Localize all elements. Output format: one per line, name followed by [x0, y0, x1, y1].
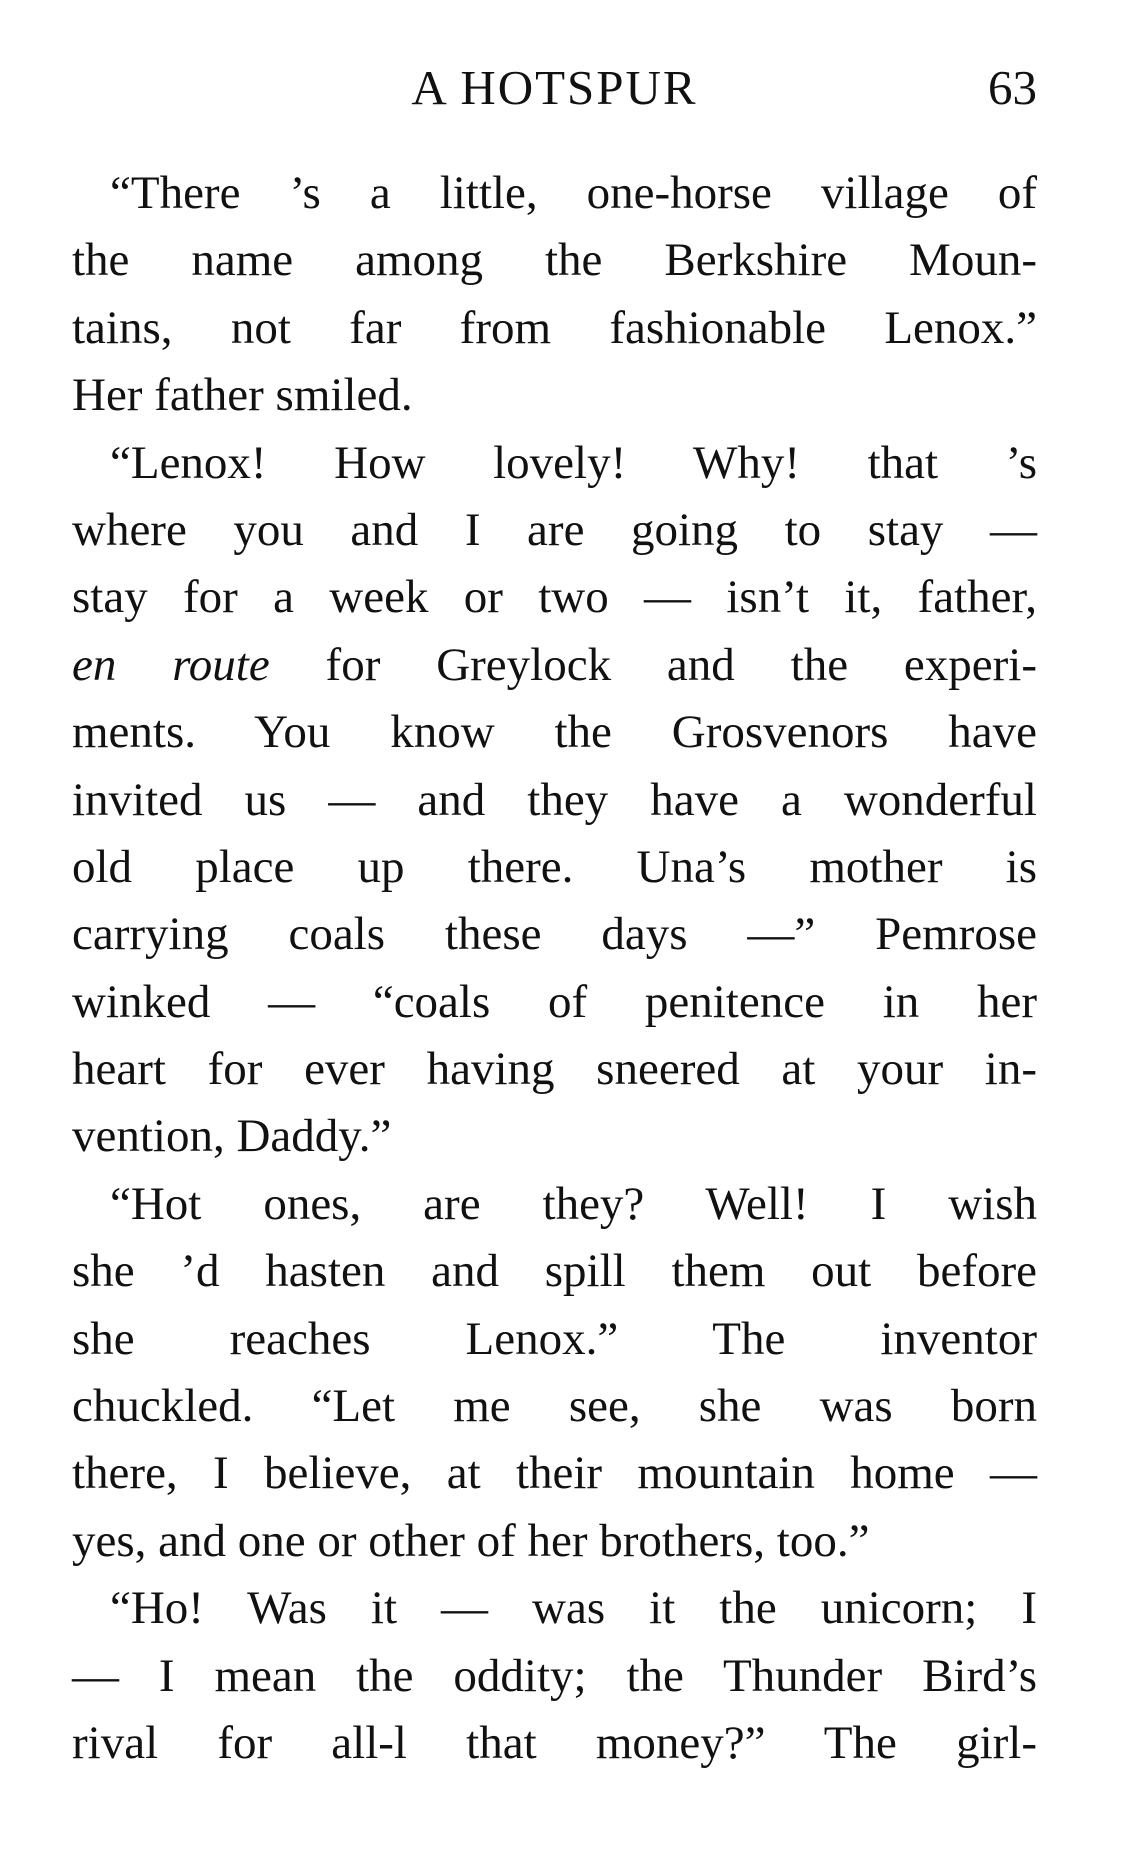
text-line: ments. You know the Grosvenors have [72, 706, 1037, 759]
text-line-rest: for Greylock and the experi- [269, 638, 1037, 691]
text-line: Her father smiled. [72, 369, 413, 422]
text-line: invited us — and they have a wonderful [72, 773, 1037, 826]
text-line: “Hot ones, are they? Well! I wish [110, 1177, 1037, 1230]
text-line: stay for a week or two — isn’t it, father, [72, 571, 1037, 624]
running-title: A HOTSPUR [411, 60, 698, 115]
text-line: chuckled. “Let me see, she was born [72, 1380, 1037, 1433]
text-line: heart for ever having sneered at your in- [72, 1043, 1037, 1096]
text-line: carrying coals these days —” Pemrose [72, 908, 1037, 961]
text-line: she ’d hasten and spill them out before [72, 1245, 1037, 1298]
text-line: “There ’s a little, one-horse village of [110, 167, 1037, 219]
text-line: she reaches Lenox.” The inventor [72, 1312, 1037, 1365]
text-line: tains, not far from fashionable Lenox.” [72, 301, 1037, 354]
text-line: “Lenox! How lovely! Why! that ’s [110, 436, 1037, 489]
text-line: vention, Daddy.” [72, 1110, 392, 1163]
page-number: 63 [988, 60, 1037, 115]
text-line: the name among the Berkshire Moun- [72, 234, 1037, 287]
text-line: there, I believe, at their mountain home — [72, 1447, 1037, 1500]
text-line: “Ho! Was it — was it the unicorn; I [110, 1582, 1037, 1635]
text-line: rival for all-l that money?” The girl- [72, 1716, 1037, 1769]
text-line: where you and I are going to stay — [72, 503, 1037, 556]
text-line: winked — “coals of penitence in her [72, 975, 1037, 1028]
page-header [72, 58, 1037, 118]
text-line: old place up there. Una’s mother is [72, 840, 1037, 893]
body-text [72, 160, 1037, 1777]
italic-phrase: en route [72, 638, 270, 691]
text-line: — I mean the oddity; the Thunder Bird’s [72, 1649, 1037, 1702]
text-line [72, 632, 1037, 699]
text-line: yes, and one or other of her brothers, too.” [72, 1514, 870, 1567]
